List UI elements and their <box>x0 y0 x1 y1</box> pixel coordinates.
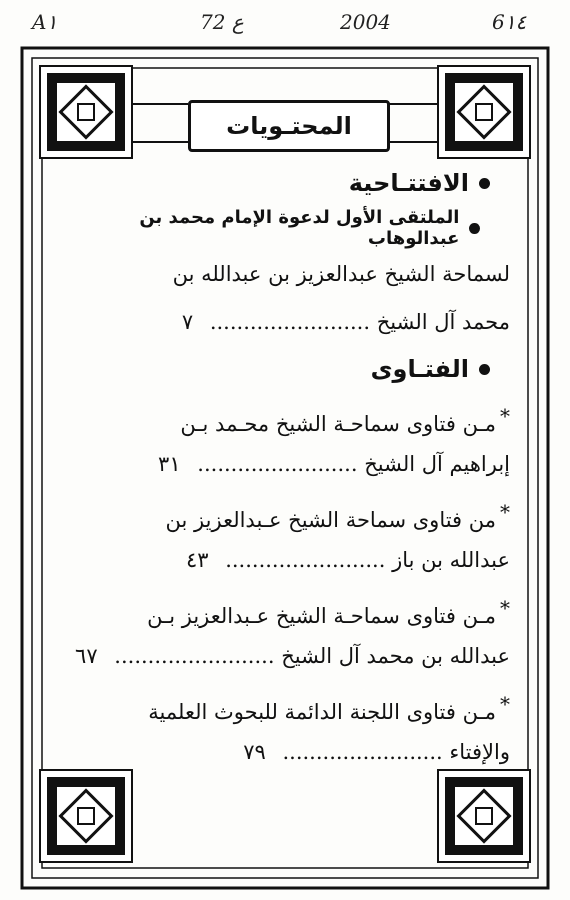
handwritten-note-center-a: 72 ع <box>200 10 244 34</box>
asterisk-icon: * <box>500 500 510 524</box>
toc-line: لسماحة الشيخ عبدالعزيز بن عبدالله بن <box>172 262 510 286</box>
page-number: ٦٧ <box>75 644 98 668</box>
corner-ornament-bottom-left <box>40 770 132 862</box>
leader-dots: ........................ <box>197 452 358 476</box>
section-heading-opening <box>60 160 490 206</box>
leader-dots: ........................ <box>209 310 371 334</box>
toc-entry-title <box>60 680 510 728</box>
subsection-heading-text: الملتقى الأول لدعوة الإمام محمد بن عبدالوهاب <box>139 207 460 249</box>
corner-ornament-top-right <box>438 66 530 158</box>
page-number: ٤٣ <box>185 548 209 572</box>
toc-entry-line1: من فتاوى سماحة الشيخ عـبدالعزيز بن <box>165 508 496 532</box>
page-number: ٧ <box>181 310 194 334</box>
toc-entry-line2: والإفتاء <box>449 740 510 764</box>
asterisk-icon: * <box>500 692 510 716</box>
bullet-icon <box>469 223 480 234</box>
section-heading-text: الفتـاوى <box>370 355 469 383</box>
toc-entry[interactable] <box>60 488 510 584</box>
handwritten-note-center-b: 2004 <box>340 10 391 34</box>
handwritten-note-right: 6١٤ <box>492 10 527 34</box>
section-heading-fatawa <box>60 346 490 392</box>
page-number: ٣١ <box>158 452 181 476</box>
toc-entry-author <box>60 440 510 488</box>
table-of-contents <box>60 160 510 776</box>
leader-dots: ........................ <box>282 740 443 764</box>
corner-ornament-bottom-right <box>438 770 530 862</box>
corner-ornament-top-left <box>40 66 132 158</box>
handwritten-note-left: A١ <box>32 10 58 34</box>
toc-entry-author <box>60 536 510 584</box>
toc-entry-line1: مـن فتاوى سماحـة الشيخ عـبدالعزيز بـن <box>147 604 496 628</box>
leader-dots: ........................ <box>225 548 386 572</box>
toc-entry-line1: مـن فتاوى اللجنة الدائمة للبحوث العلمية <box>148 700 496 724</box>
toc-entry-line2: عبدالله بن باز <box>392 548 510 572</box>
toc-entry[interactable] <box>60 392 510 488</box>
toc-entry-line2: إبراهيم آل الشيخ <box>364 452 510 476</box>
toc-entry-author <box>60 728 510 776</box>
title-box <box>188 100 390 152</box>
bullet-icon <box>479 178 490 189</box>
toc-entry[interactable] <box>60 584 510 680</box>
section-heading-text: الافتتـاحية <box>348 169 469 197</box>
toc-entry-author <box>60 632 510 680</box>
subsection-heading <box>60 206 480 250</box>
toc-entry-line2: عبدالله بن محمد آل الشيخ <box>281 644 510 668</box>
bullet-icon <box>479 364 490 375</box>
toc-line-with-page[interactable] <box>60 298 510 346</box>
asterisk-icon: * <box>500 404 510 428</box>
page-title: المحتـويات <box>226 112 352 140</box>
leader-dots: ........................ <box>114 644 275 668</box>
toc-entry[interactable] <box>60 680 510 776</box>
toc-line-text: محمد آل الشيخ <box>376 310 510 334</box>
toc-entry-title <box>60 584 510 632</box>
toc-entry-title <box>60 488 510 536</box>
toc-entry-title <box>60 392 510 440</box>
page-number: ٧٩ <box>243 740 266 764</box>
asterisk-icon: * <box>500 596 510 620</box>
toc-entry-line1: مـن فتاوى سماحـة الشيخ محـمد بـن <box>180 412 496 436</box>
